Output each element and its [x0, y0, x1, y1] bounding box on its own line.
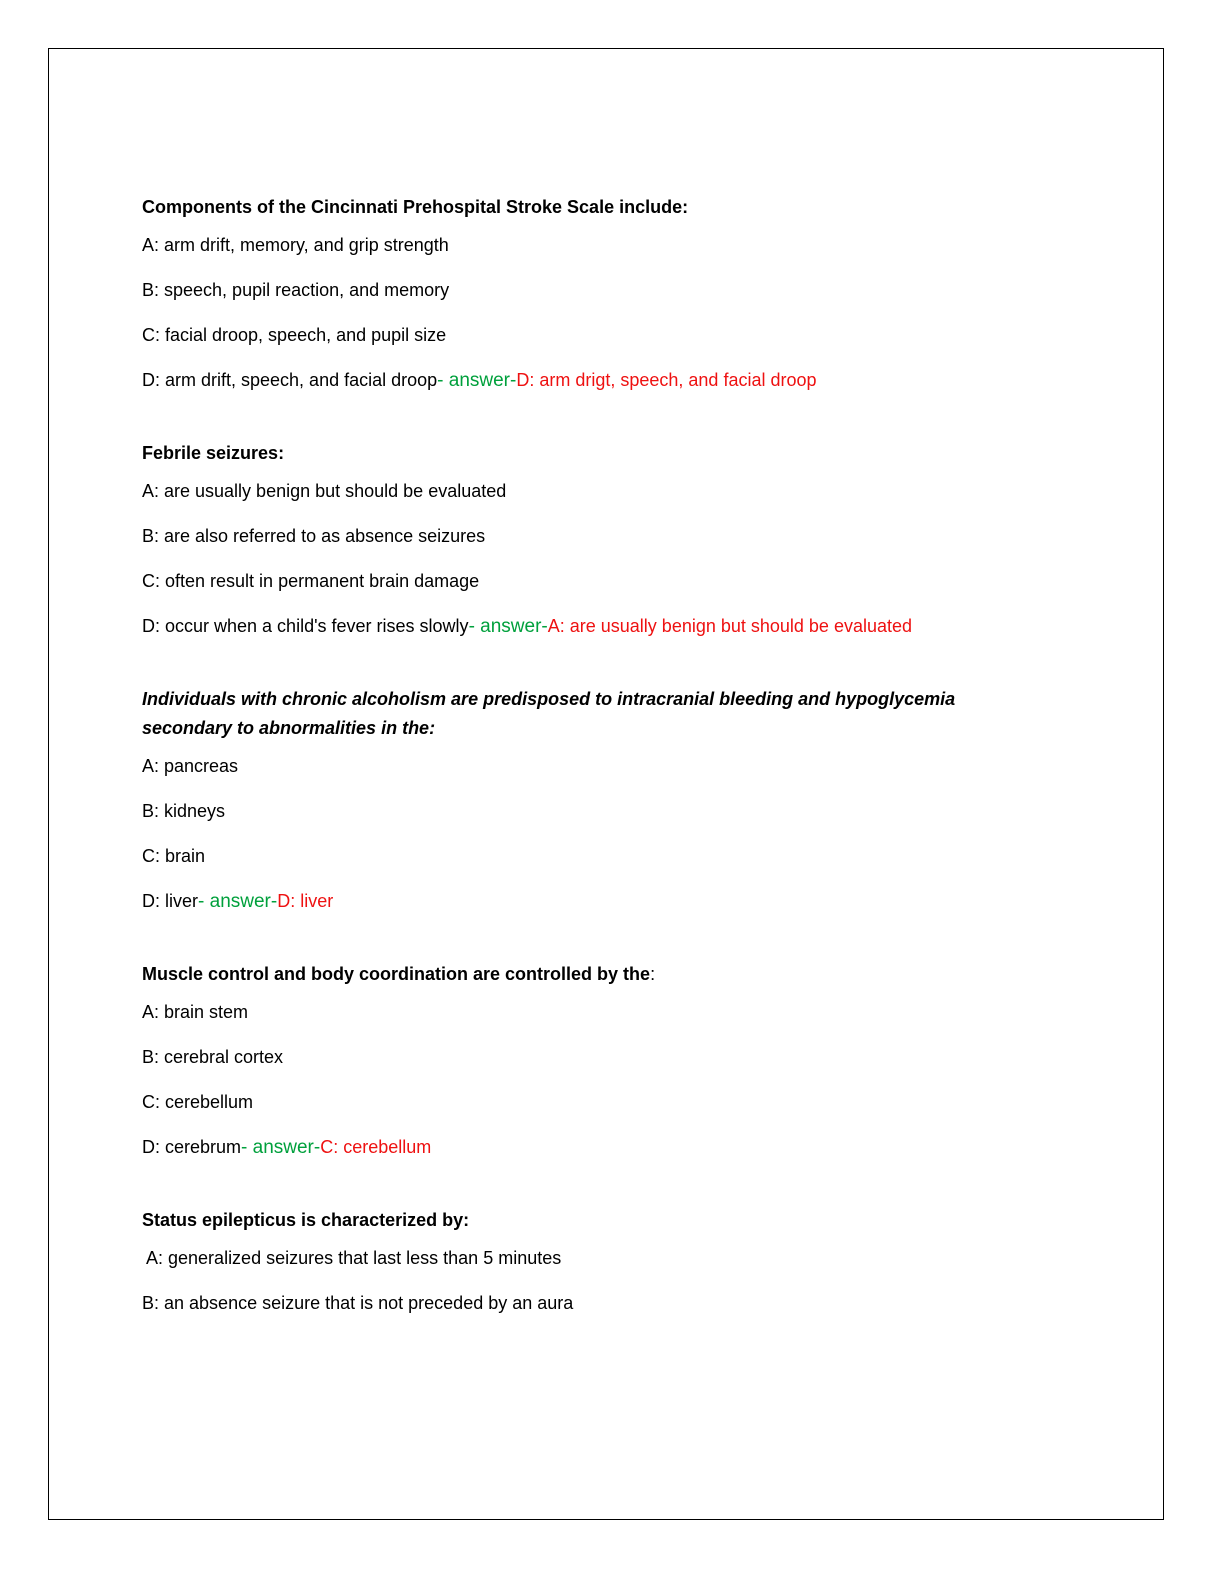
option-d: D: arm drift, speech, and facial droop	[142, 370, 438, 390]
answer-text: A: are usually benign but should be evaluated	[547, 616, 913, 636]
option-b: B: speech, pupil reaction, and memory	[142, 280, 450, 300]
answer-text: C: cerebellum	[320, 1137, 432, 1157]
question-block-1	[142, 193, 1042, 392]
question-text-line	[142, 960, 1042, 989]
option-d-with-answer	[142, 890, 1042, 913]
answer-label: - answer-	[241, 1137, 321, 1158]
option-a: A: pancreas	[142, 756, 239, 776]
option-b: B: an absence seizure that is not preceded by an aura	[142, 1293, 574, 1313]
option-d: D: occur when a child's fever rises slowly	[142, 616, 469, 636]
answer-text: D: liver	[277, 891, 334, 911]
question-text: Febrile seizures:	[142, 443, 285, 463]
option-c: C: often result in permanent brain damage	[142, 571, 480, 591]
question-block-3	[142, 685, 1042, 913]
option-a: A: arm drift, memory, and grip strength	[142, 235, 449, 255]
question-block-2	[142, 439, 1042, 638]
option-b: B: are also referred to as absence seizures	[142, 526, 486, 546]
option-c: C: cerebellum	[142, 1092, 254, 1112]
option-d: D: liver	[142, 891, 199, 911]
question-block-5	[142, 1206, 1042, 1314]
option-a: A: generalized seizures that last less than 5 minutes	[142, 1248, 562, 1268]
question-suffix: :	[650, 964, 656, 984]
question-text: Individuals with chronic alcoholism are predisposed to intracranial bleeding and hypoglycemia secondary to abnormalities in the:	[142, 689, 956, 738]
option-c: C: brain	[142, 846, 206, 866]
question-block-4	[142, 960, 1042, 1159]
option-d-with-answer	[142, 615, 1042, 638]
document-content	[142, 193, 1042, 1361]
option-b: B: kidneys	[142, 801, 226, 821]
answer-text: D: arm drigt, speech, and facial droop	[516, 370, 817, 390]
option-d-with-answer	[142, 1136, 1042, 1159]
question-text: Components of the Cincinnati Prehospital Stroke Scale include:	[142, 197, 689, 217]
option-c: C: facial droop, speech, and pupil size	[142, 325, 447, 345]
answer-label: - answer-	[437, 370, 517, 391]
option-a: A: brain stem	[142, 1002, 249, 1022]
question-text: Status epilepticus is characterized by:	[142, 1210, 470, 1230]
option-b: B: cerebral cortex	[142, 1047, 284, 1067]
answer-label: - answer-	[198, 891, 278, 912]
option-a: A: are usually benign but should be evaluated	[142, 481, 507, 501]
option-d: D: cerebrum	[142, 1137, 242, 1157]
question-text: Muscle control and body coordination are controlled by the	[142, 964, 651, 984]
option-d-with-answer	[142, 369, 1042, 392]
answer-label: - answer-	[468, 616, 548, 637]
